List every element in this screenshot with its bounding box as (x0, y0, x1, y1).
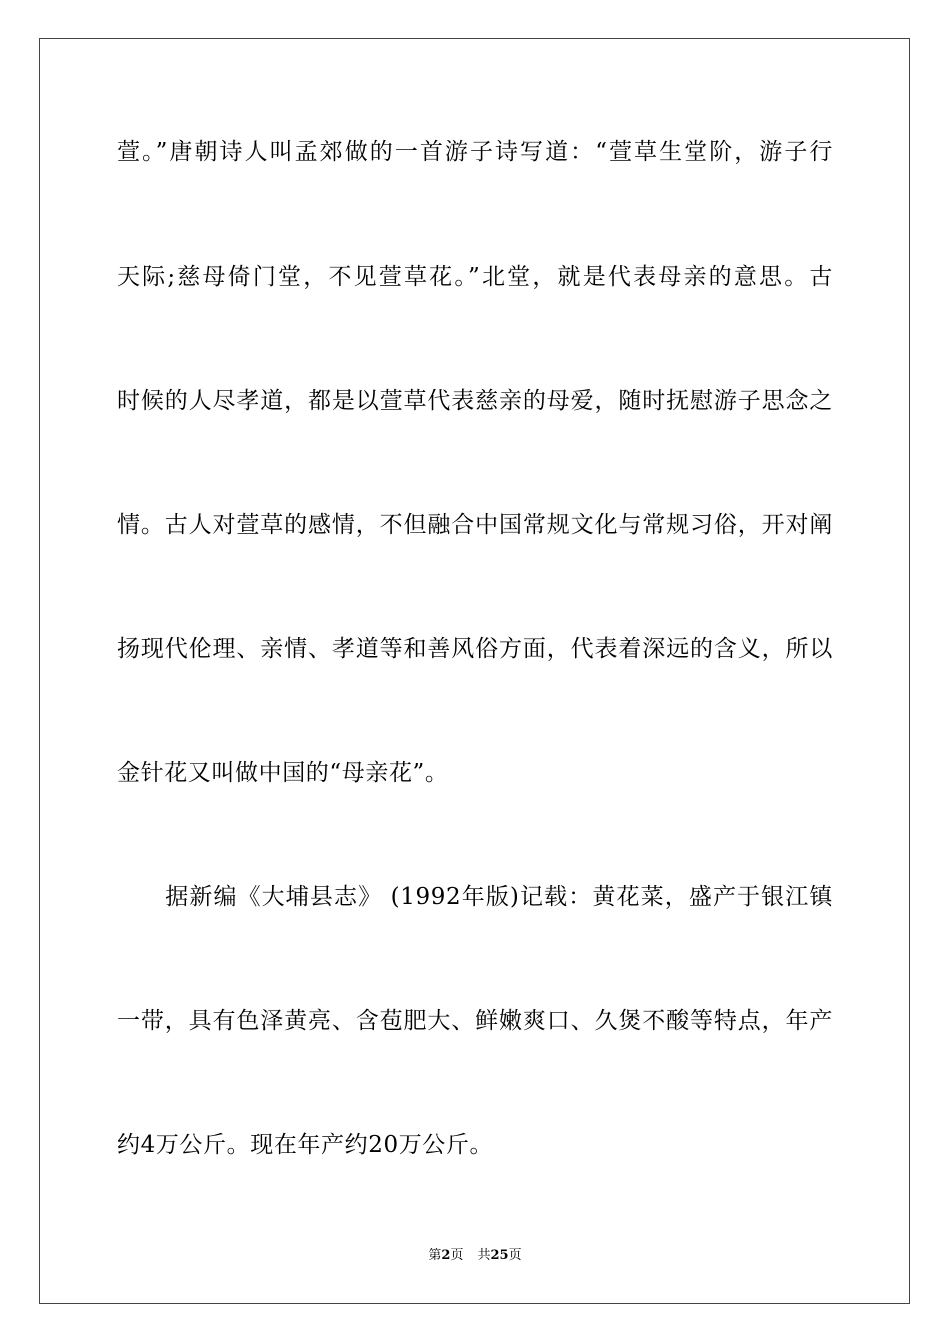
paragraph-line-5: 扬现代伦理、亲情、孝道等和善风俗方面，代表着深远的含义，所以 (117, 636, 833, 662)
footer-page-prefix: 第 (428, 1248, 442, 1263)
page-border (39, 38, 910, 1304)
footer-total-prefix: 共 (477, 1248, 491, 1263)
paragraph-line-2: 天际;慈母倚门堂，不见萱草花。”北堂，就是代表母亲的意思。古 (117, 264, 833, 290)
paragraph-line-3: 时候的人尽孝道，都是以萱草代表慈亲的母爱，随时抚慰游子思念之 (117, 388, 833, 414)
paragraph-line-8: 一带，具有色泽黄亮、含苞肥大、鲜嫩爽口、久煲不酸等特点，年产 (117, 1008, 833, 1034)
paragraph-line-6: 金针花又叫做中国的“母亲花”。 (117, 760, 449, 786)
footer-page-number: 2 (441, 1248, 451, 1263)
page-footer (0, 1248, 950, 1264)
paragraph-line-7: 据新编《大埔县志》 (1992年版)记载：黄花菜，盛产于银江镇 (117, 884, 833, 910)
paragraph-line-9: 约4万公斤。现在年产约20万公斤。 (117, 1132, 494, 1158)
footer-total-pages: 25 (490, 1248, 509, 1263)
paragraph-line-1: 萱。”唐朝诗人叫孟郊做的一首游子诗写道：“萱草生堂阶，游子行 (117, 139, 833, 165)
footer-page-suffix: 页 (450, 1248, 464, 1263)
paragraph-line-4: 情。古人对萱草的感情，不但融合中国常规文化与常规习俗，开对阐 (117, 512, 833, 538)
footer-total-suffix: 页 (508, 1248, 522, 1263)
